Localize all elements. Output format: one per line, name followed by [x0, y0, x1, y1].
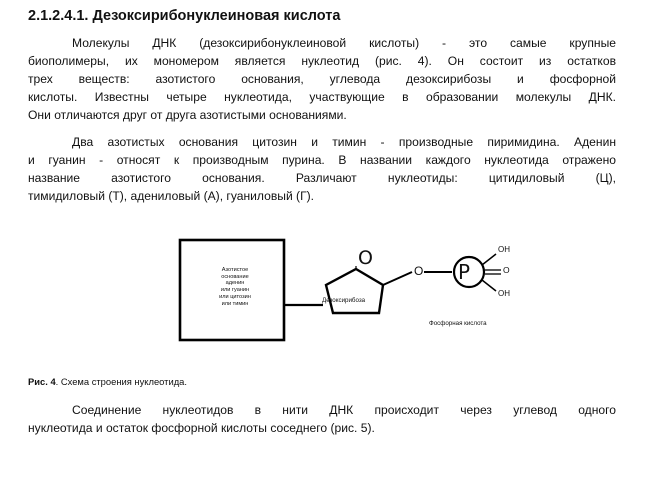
base-label-line: аденин — [225, 280, 245, 287]
nucleotide-diagram — [176, 238, 522, 350]
paragraph-line: кислоты. Известны четыре нуклеотида, участвующие в образовании молекулы ДНК. — [28, 90, 616, 104]
paragraph-3 — [28, 401, 616, 437]
hydroxyl-top-label: OH — [498, 245, 510, 254]
p-oh-bottom-bond — [482, 280, 496, 291]
paragraph-line: нуклеотида и остаток фосфорной кислоты соседнего (рис. 5). — [28, 421, 375, 435]
paragraph-line: тимидиловый (Т), адениловый (А), гуаниловый (Г). — [28, 189, 315, 203]
paragraph-line: Соединение нуклеотидов в нити ДНК происходит через углевод одного — [72, 403, 616, 417]
section-heading — [28, 8, 340, 24]
oxygen-double-label: O — [503, 265, 510, 275]
deoxyribose-label: Дезоксирибоза — [322, 297, 366, 304]
link-oxygen-label: O — [414, 264, 424, 278]
section-title: Дезоксирибонуклеиновая кислота — [92, 8, 341, 24]
base-label-line: Азотистое — [221, 267, 249, 273]
base-label — [207, 267, 263, 307]
caption-label: Рис. 4 — [28, 376, 56, 387]
paragraph-line: биополимеры, их мономером является нуклеотид (рис. 4). Он состоит из остатков — [28, 54, 616, 68]
paragraph-line: Два азотистых основания цитозин и тимин - производные пиримидина. Аденин — [72, 135, 616, 149]
figure-caption — [28, 376, 187, 387]
ring-oxygen-label: O — [358, 247, 373, 269]
base-label-line: или гуанин — [220, 287, 250, 294]
base-label-line: основание — [221, 273, 249, 280]
paragraph-line: название азотистого основания. Различают нуклеотиды: цитидиловый (Ц), — [28, 171, 616, 185]
paragraph-line: трех веществ: азотистого основания, углевода дезоксирибозы и фосфорной — [28, 72, 616, 86]
base-label-line: или цитозин — [219, 293, 251, 300]
paragraph-1 — [28, 34, 616, 124]
caption-text: . Схема строения нуклеотида. — [55, 376, 187, 387]
phosphoric-acid-label: Фосфорная кислота — [429, 320, 487, 327]
paragraph-line: Они отличаются друг от друга азотистыми основаниями. — [28, 108, 347, 122]
hydroxyl-bottom-label: OH — [498, 289, 510, 298]
sugar-oxygen-bond — [383, 272, 412, 285]
p-oh-top-bond — [482, 254, 496, 265]
phosphorus-label: P — [458, 260, 471, 284]
deoxyribose-ring — [326, 269, 383, 313]
paragraph-2 — [28, 133, 616, 205]
section-number: 2.1.2.4.1. — [28, 8, 89, 24]
paragraph-line: и гуанин - относят к производным пурина. В названии каждого нуклеотида отражено — [28, 153, 616, 167]
paragraph-line: Молекулы ДНК (дезоксирибонуклеиновой кислоты) - это самые крупные — [72, 36, 616, 50]
base-label-line: или тимин — [221, 300, 249, 307]
